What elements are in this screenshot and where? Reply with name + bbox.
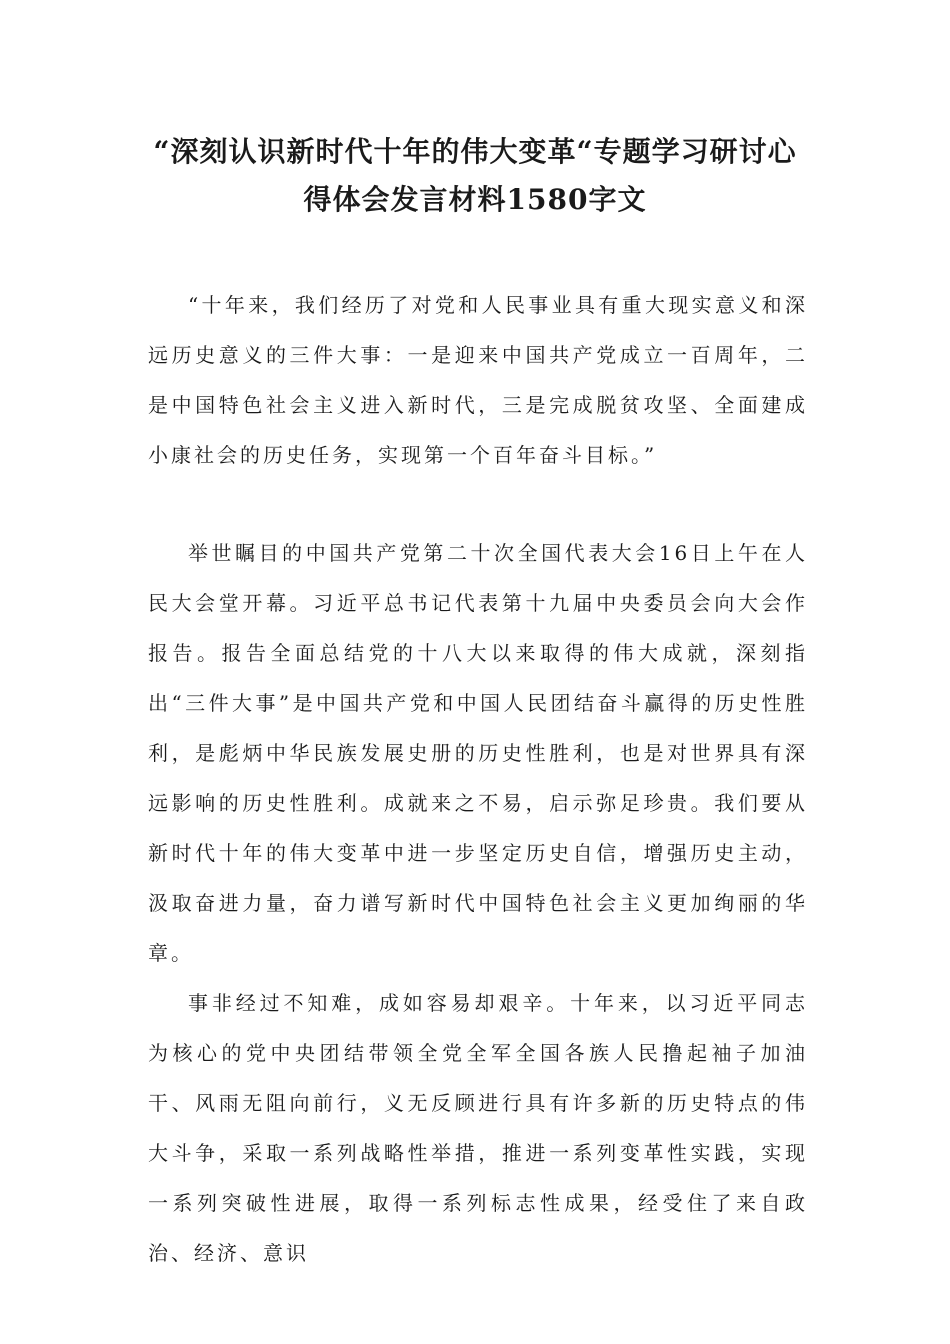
document-title: “深刻认识新时代十年的伟大变革“专题学习研讨心得体会发言材料1580字文 — [153, 135, 797, 216]
paragraph-2: 举世瞩目的中国共产党第二十次全国代表大会16日上午在人民大会堂开幕。习近平总书记代表第十九届中央委员会向大会作报告。报告全面总结党的十八大以来取得的伟大成就，深刻指出“三件大事”是中国共产党和中国人民团结奋斗赢得的历史性胜利，是彪炳中华民族发展史册的历史性胜利，也是对世界具有深远影响的历史性胜利。成就来之不易，启示弥足珍贵。我们要从新时代十年的伟大变革中进一步坚定历史自信，增强历史主动，汲取奋进力量，奋力谱写新时代中国特色社会主义更加绚丽的华章。 — [148, 541, 808, 965]
paragraph-3: 事非经过不知难，成如容易却艰辛。十年来，以习近平同志为核心的党中央团结带领全党全军全国各族人民撸起袖子加油干、风雨无阻向前行，义无反顾进行具有许多新的历史特点的伟大斗争，采取一系列战略性举措，推进一系列变革性实践，实现一系列突破性进展，取得一系列标志性成果，经受住了来自政治、经济、意识 — [148, 991, 808, 1265]
paragraph-1: “十年来，我们经历了对党和人民事业具有重大现实意义和深远历史意义的三件大事：一是迎来中国共产党成立一百周年，二是中国特色社会主义进入新时代，三是完成脱贫攻坚、全面建成小康社会的历史任务，实现第一个百年奋斗目标。” — [148, 293, 808, 467]
